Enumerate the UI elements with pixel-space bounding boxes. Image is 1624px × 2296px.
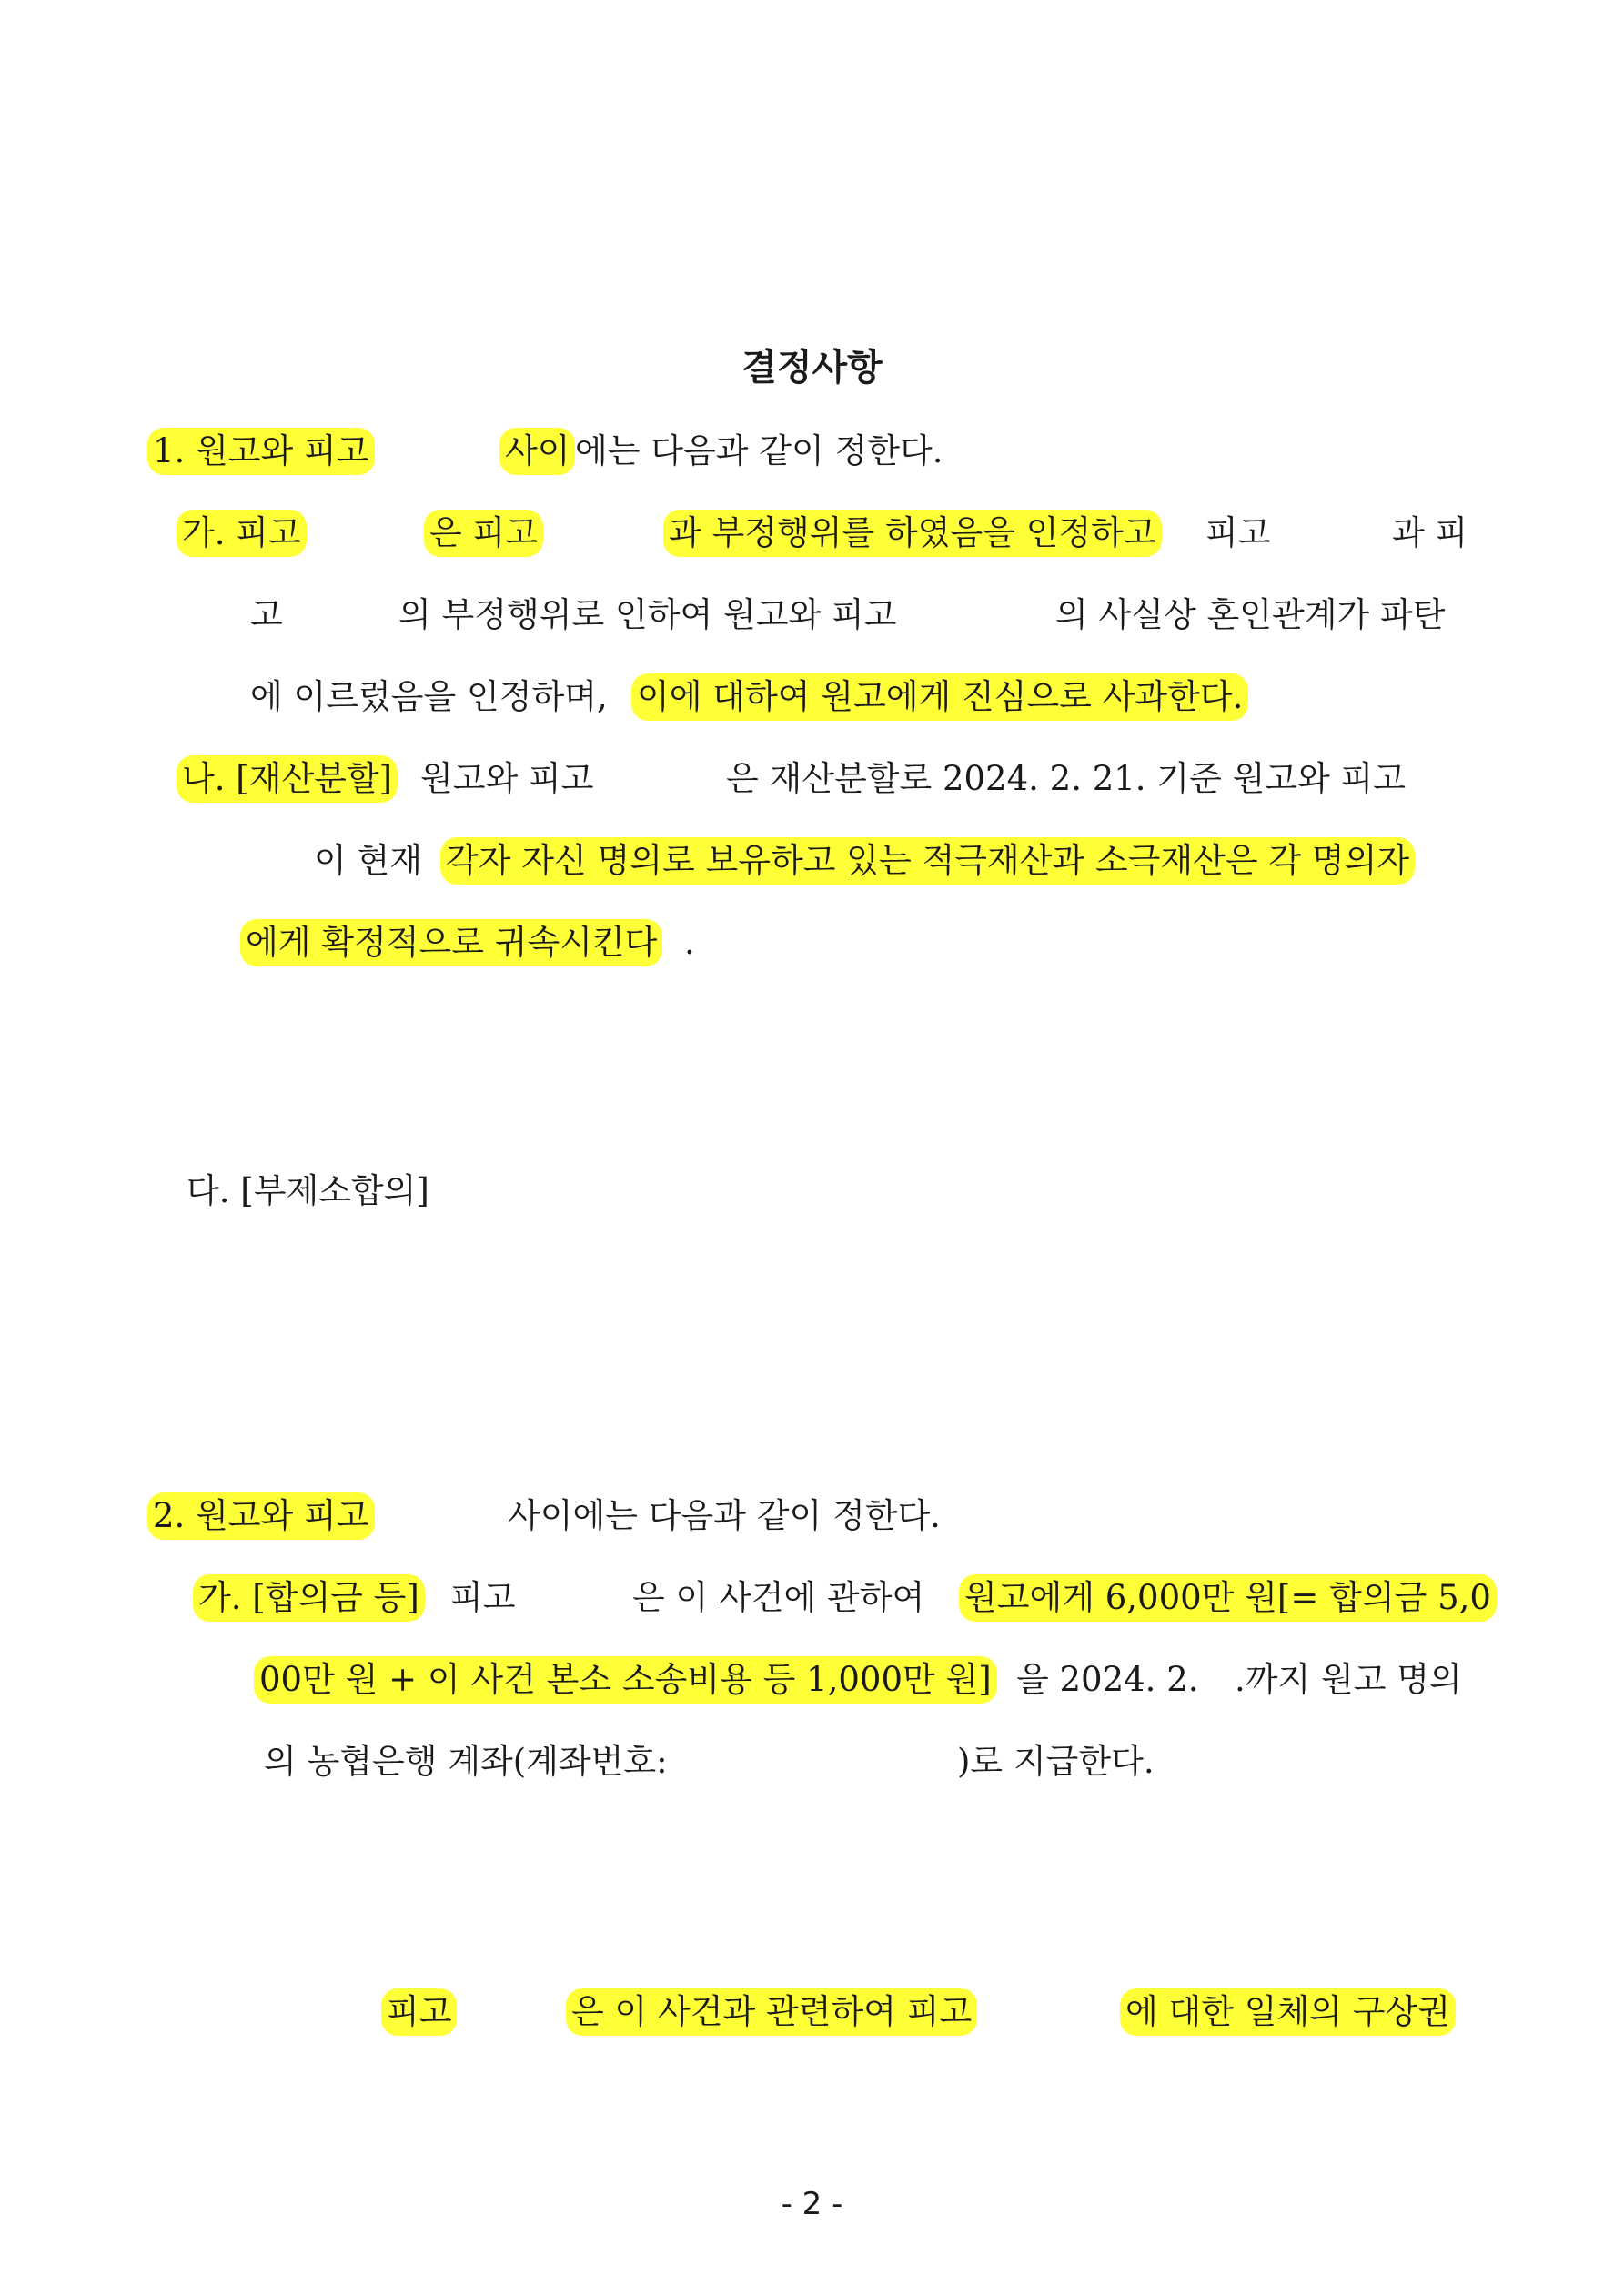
item-1-ga-highlight-1: 은 피고 xyxy=(424,510,543,557)
item-2-ga-label: 가. [합의금 등] xyxy=(193,1574,425,1622)
item-1-na-period: . xyxy=(684,923,695,962)
item-1-da-label: 다. [부제소합의] xyxy=(187,1171,429,1210)
item-2-ga-text-4: .까지 원고 명의 xyxy=(1235,1660,1462,1699)
item-1-ga-text-6: 에 이르렀음을 인정하며, xyxy=(250,677,608,716)
page-title: 결정사항 xyxy=(741,347,883,389)
item-1-ga-text-3: 고 xyxy=(250,595,283,634)
item-2-ga-highlight-1: 원고에게 6,000만 원[= 합의금 5,0 xyxy=(959,1574,1497,1622)
section-2-label: 2. 원고와 피고 xyxy=(147,1492,375,1540)
item-2-ga-text-2: 은 이 사건에 관하여 xyxy=(632,1578,925,1617)
item-1-ga-highlight-2: 과 부정행위를 하였음을 인정하고 xyxy=(663,510,1162,557)
item-1-ga-highlight-3: 이에 대하여 원고에게 진심으로 사과한다. xyxy=(631,673,1248,721)
item-2-ga-text-1: 피고 xyxy=(450,1578,516,1617)
item-1-na-highlight-2: 에게 확정적으로 귀속시킨다 xyxy=(240,919,662,966)
item-1-na-text-3: 이 현재 xyxy=(314,841,422,880)
item-2-ga-text-6: )로 지급한다. xyxy=(957,1742,1155,1781)
item-2-na-highlight-1: 피고 xyxy=(381,1988,457,2036)
item-1-ga-text-4: 의 부정행위로 인하여 원고와 피고 xyxy=(398,595,897,634)
item-2-na-highlight-3: 에 대한 일체의 구상권 xyxy=(1120,1988,1456,2036)
section-1-label: 1. 원고와 피고 xyxy=(147,428,375,475)
item-1-na-label: 나. [재산분할] xyxy=(177,755,398,803)
section-2-heading-text: 사이에는 다음과 같이 정한다. xyxy=(508,1496,941,1535)
section-1-between-highlight: 사이 xyxy=(499,428,575,475)
item-1-na-text-2: 은 재산분할로 2024. 2. 21. 기준 원고와 피고 xyxy=(726,759,1407,798)
item-2-ga-highlight-2: 00만 원 + 이 사건 본소 소송비용 등 1,000만 원] xyxy=(254,1656,997,1704)
item-1-ga-text-5: 의 사실상 혼인관계가 파탄 xyxy=(1055,595,1446,634)
item-1-ga-label: 가. 피고 xyxy=(177,510,307,557)
item-1-na-highlight-1: 각자 자신 명의로 보유하고 있는 적극재산과 소극재산은 각 명의자 xyxy=(440,837,1415,885)
item-1-na-text-1: 원고와 피고 xyxy=(420,759,594,798)
section-1-heading-text: 에는 다음과 같이 정한다. xyxy=(575,431,943,470)
item-1-ga-text-2: 과 피 xyxy=(1392,513,1468,552)
item-1-ga-text-1: 피고 xyxy=(1205,513,1271,552)
page-number: - 2 - xyxy=(781,2186,843,2222)
item-2-ga-text-3: 을 2024. 2. xyxy=(1016,1660,1199,1699)
item-2-na-highlight-2: 은 이 사건과 관련하여 피고 xyxy=(566,1988,977,2036)
item-2-ga-text-5: 의 농협은행 계좌(계좌번호: xyxy=(264,1742,668,1781)
